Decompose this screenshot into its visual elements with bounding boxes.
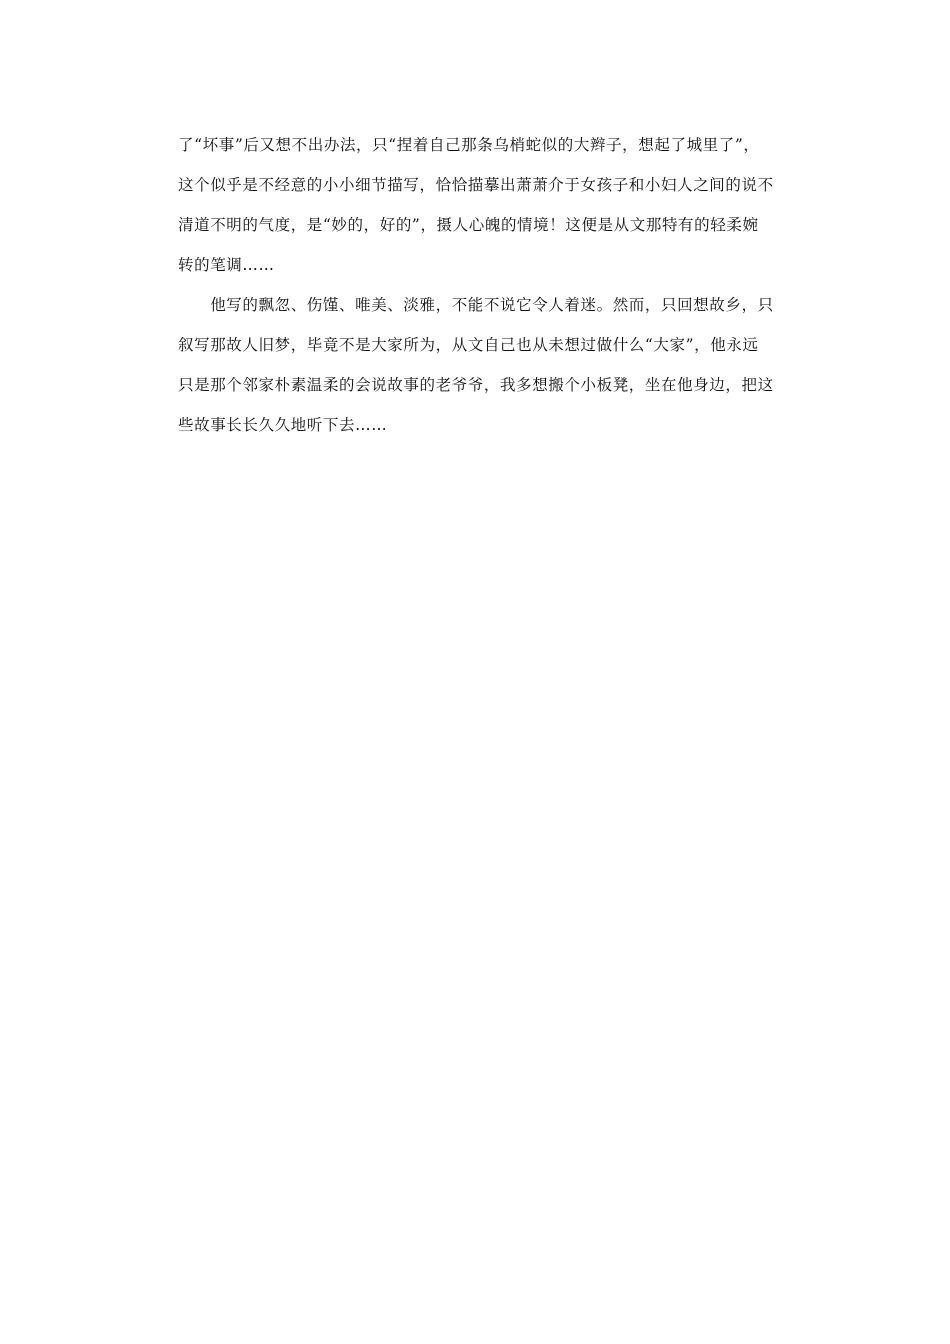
text-line: 清道不明的气度，是“妙的，好的”，摄人心魄的情境！这便是从文那特有的轻柔婉 [178,216,759,234]
text-line: 叙写那故人旧梦，毕竟不是大家所为，从文自己也从未想过做什么“大家”，他永远 [178,336,759,354]
text-line: 转的笔调…… [178,256,275,274]
text-line: 这个似乎是不经意的小小细节描写，恰恰描摹出萧萧介于女孩子和小妇人之间的说不 [178,176,774,194]
text-line: 他写的飘忽、伤馑、唯美、淡雅，不能不说它令人着迷。然而，只回想故乡，只 [178,296,774,314]
paragraph [178,285,808,445]
text-line: 只是那个邻家朴素温柔的会说故事的老爷爷，我多想搬个小板凳，坐在他身边，把这 [178,376,774,394]
text-line: 了“坏事”后又想不出办法，只“捏着自己那条乌梢蛇似的大辫子，想起了城里了”， [178,136,760,154]
paragraph [178,125,808,285]
body-text [178,125,808,445]
text-line: 些故事长长久久地听下去…… [178,416,388,434]
